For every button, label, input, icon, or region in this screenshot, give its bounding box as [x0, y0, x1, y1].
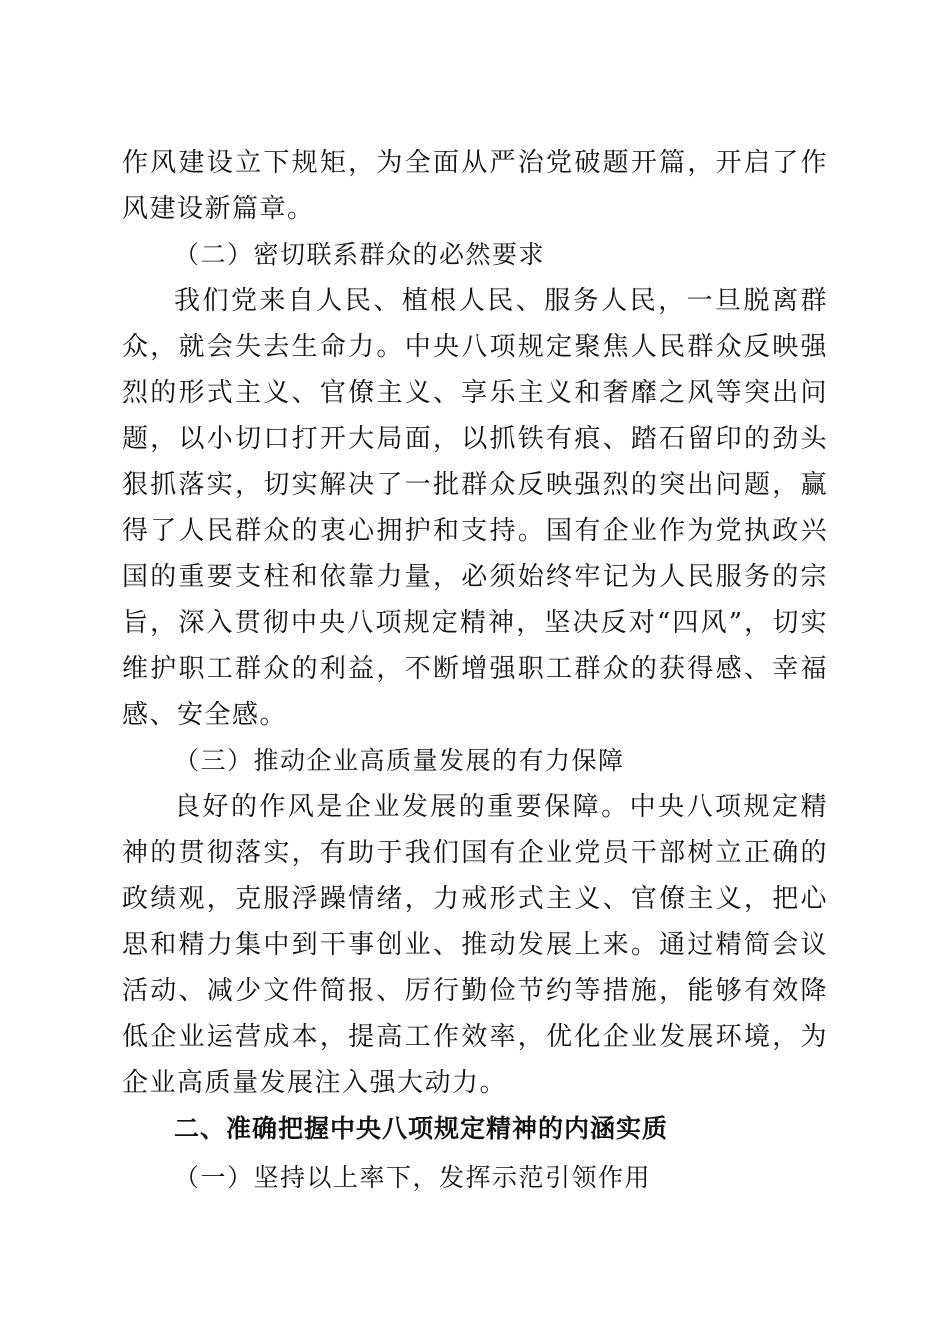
section-2-paragraph: 我们党来自人民、植根人民、服务人民，一旦脱离群众，就会失去生命力。中央八项规定聚焦人民群众反映强烈的形式主义、官僚主义、享乐主义和奢靡之风等突出问题，以小切口打开大局面，以抓铁有痕、踏石留印的劲头狠抓落实，切实解决了一批群众反映强烈的突出问题，赢得了人民群众的衷心拥护和支持。国有企业作为党执政兴国的重要支柱和依靠力量，必须始终牢记为人民服务的宗旨，深入贯彻中央八项规定精神，坚决反对“四风”，切实维护职工群众的利益，不断增强职工群众的获得感、幸福感、安全感。 — [122, 286, 828, 730]
section-3-paragraph: 良好的作风是企业发展的重要保障。中央八项规定精神的贯彻落实，有助于我们国有企业党员干部树立正确的政绩观，克服浮躁情绪，力戒形式主义、官僚主义，把心思和精力集中到干事创业、推动发展上来。通过精简会议活动、减少文件简报、厉行勤俭节约等措施，能够有效降低企业运营成本，提高工作效率，优化企业发展环境，为企业高质量发展注入强大动力。 — [122, 792, 828, 1098]
continuation-paragraph: 作风建设立下规矩，为全面从严治党破题开篇，开启了作风建设新篇章。 — [122, 148, 828, 224]
part-2-subheading: （一）坚持以上率下，发挥示范引领作用 — [174, 1163, 652, 1192]
section-2-subheading: （二）密切联系群众的必然要求 — [174, 240, 546, 269]
document-body — [122, 140, 828, 1201]
part-2-heading: 二、准确把握中央八项规定精神的内涵实质 — [174, 1114, 669, 1143]
section-3-subheading: （三）推动企业高质量发展的有力保障 — [174, 746, 625, 775]
